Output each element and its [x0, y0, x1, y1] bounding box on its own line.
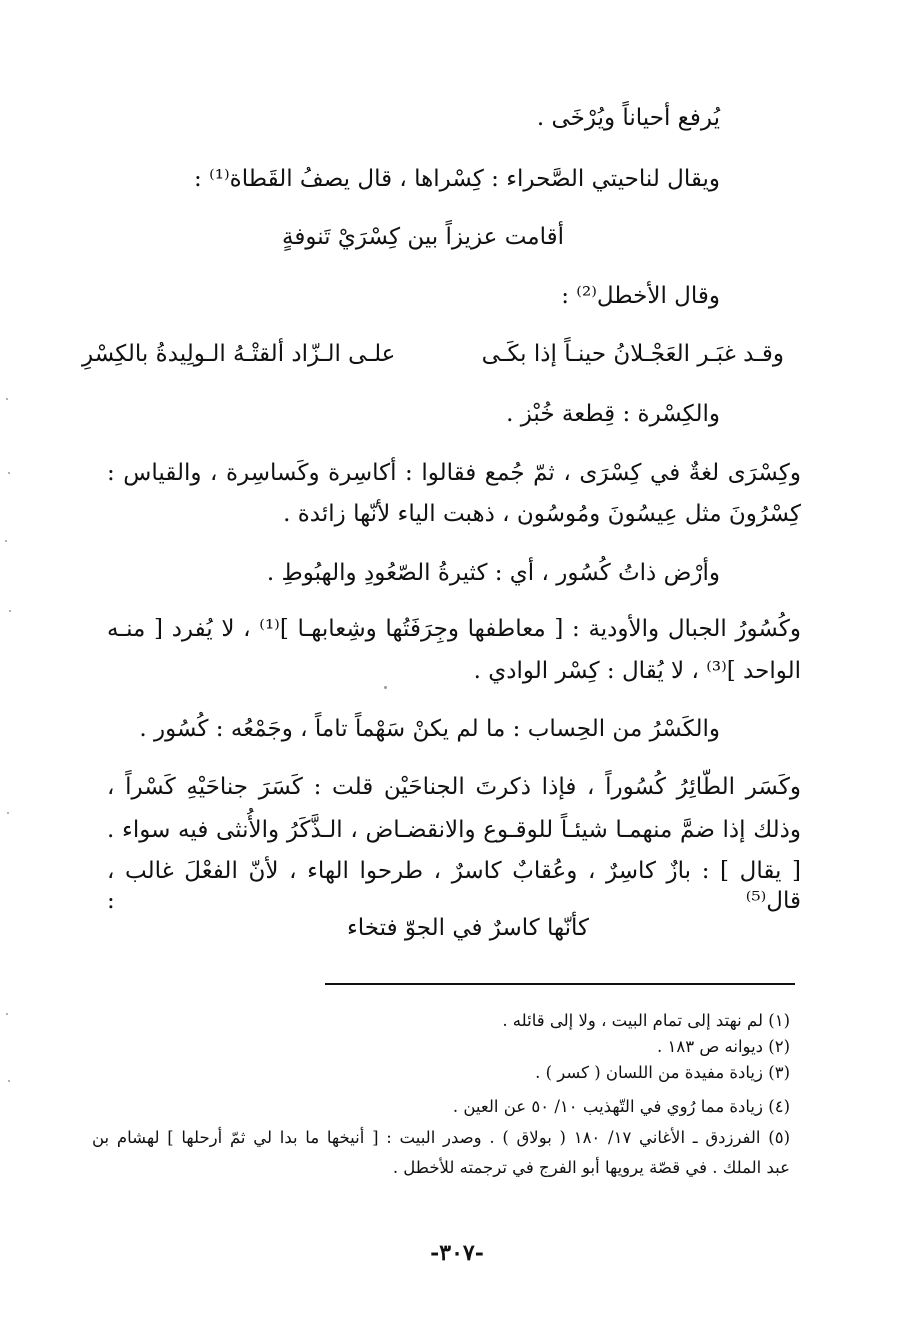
- footnote-4: (٤) زيادة مما رُوي في التّهذيب ١٠/ ٥٠ عن العين .: [452, 1097, 790, 1116]
- text-line-9: وأرْض ذاتُ كُسُور ، أي : كثيرةُ الصّعُودِ والهبُوطِ .: [266, 560, 720, 586]
- scan-speck: [7, 812, 9, 814]
- footnote-1: (١) لم نهتد إلى تمام البيت ، ولا إلى قائله .: [502, 1011, 790, 1030]
- scan-speck: [6, 1013, 8, 1015]
- verse-half-line-1: أقامت عزيزاً بين كِسْرَيْ تَنوفةٍ: [282, 224, 564, 250]
- scan-speck: [9, 610, 11, 612]
- verse-half-line-2: كأنّها كاسرٌ في الجوّ فتخاء: [346, 915, 589, 941]
- text-line-8: كِسْرُونَ مثل عِيسُونَ ومُوسُون ، ذهبت الياء لأنّها زائدة .: [283, 501, 801, 527]
- verse-first-hemistich: وقـد غبَـر العَجْـلانُ حينـاً إذا بكَـى: [481, 341, 784, 367]
- footnote-2: (٢) ديوانه ص ١٨٣ .: [656, 1037, 790, 1056]
- footnote-5-line-2: عبد الملك . في قصّة يرويها أبو الفرج في ترجمته للأخطل .: [392, 1158, 790, 1177]
- footnote-3: (٣) زيادة مفيدة من اللسان ( كسر ) .: [535, 1063, 790, 1082]
- text-line-6: والكِسْرة : قِطعة خُبْز .: [506, 401, 720, 427]
- text-line-13: وكَسَر الطّائِرُ كُسُوراً ، فإذا ذكرتَ الجناحَيْن قلت : كَسَرَ جناحَيْهِ كَسْراً ،: [107, 774, 801, 800]
- text-line-11: الواحد ]⁽³⁾ ، لا يُقال : كِسْر الوادي .: [473, 658, 801, 684]
- text-line-4: وقال الأخطل⁽²⁾ :: [561, 283, 720, 309]
- text-line-10: وكُسُورُ الجبال والأودية : [ معاطفها وجِرَفَتُها وشِعابهـا ]⁽¹⁾ ، لا يُفرد [ منـه: [107, 616, 801, 642]
- text-line-12: والكَسْرُ من الحِساب : ما لم يكنْ سَهْماً تاماً ، وجَمْعُه : كُسُور .: [139, 716, 720, 742]
- scan-speck: [6, 398, 8, 400]
- verse-second-hemistich: علـى الـزّاد ألقتْـهُ الـولِيدةُ بالكِسْرِ: [82, 341, 396, 367]
- text-line-14: وذلك إذا ضمَّ منهمـا شيئـاً للوقـوع والانقضـاض ، الـذَّكَرُ والأُنثى فيه سواء .: [107, 817, 801, 843]
- text-line-15: [ يقال ] : بازٌ كاسِرٌ ، وعُقابٌ كاسرٌ ، طرحوا الهاء ، لأنّ الفعْلَ غالب ، قال⁽⁵⁾ :: [107, 858, 801, 914]
- page-number: -٣٠٧-: [430, 1240, 484, 1266]
- scan-speck: [8, 1080, 10, 1082]
- footnote-separator: [325, 983, 795, 985]
- scan-speck: [5, 540, 7, 542]
- footnote-5-line-1: (٥) الفرزدق ـ الأغاني ١٧/ ١٨٠ ( بولاق ) . وصدر البيت : [ أنيخها ما بدا لي ثمّ أرحلها ] لهشام بن: [92, 1128, 790, 1147]
- text-line-1: يُرفع أحياناً ويُرْخَى .: [536, 105, 720, 131]
- scan-speck: [8, 472, 10, 474]
- text-line-7: وكِسْرَى لغةٌ في كِسْرَى ، ثمّ جُمع فقالوا : أكاسِرة وكَساسِرة ، والقياس :: [107, 460, 801, 486]
- text-line-2: ويقال لناحيتي الصَّحراء : كِسْراها ، قال يصفُ القَطاة⁽¹⁾ :: [194, 166, 720, 192]
- scan-speck: [384, 686, 387, 689]
